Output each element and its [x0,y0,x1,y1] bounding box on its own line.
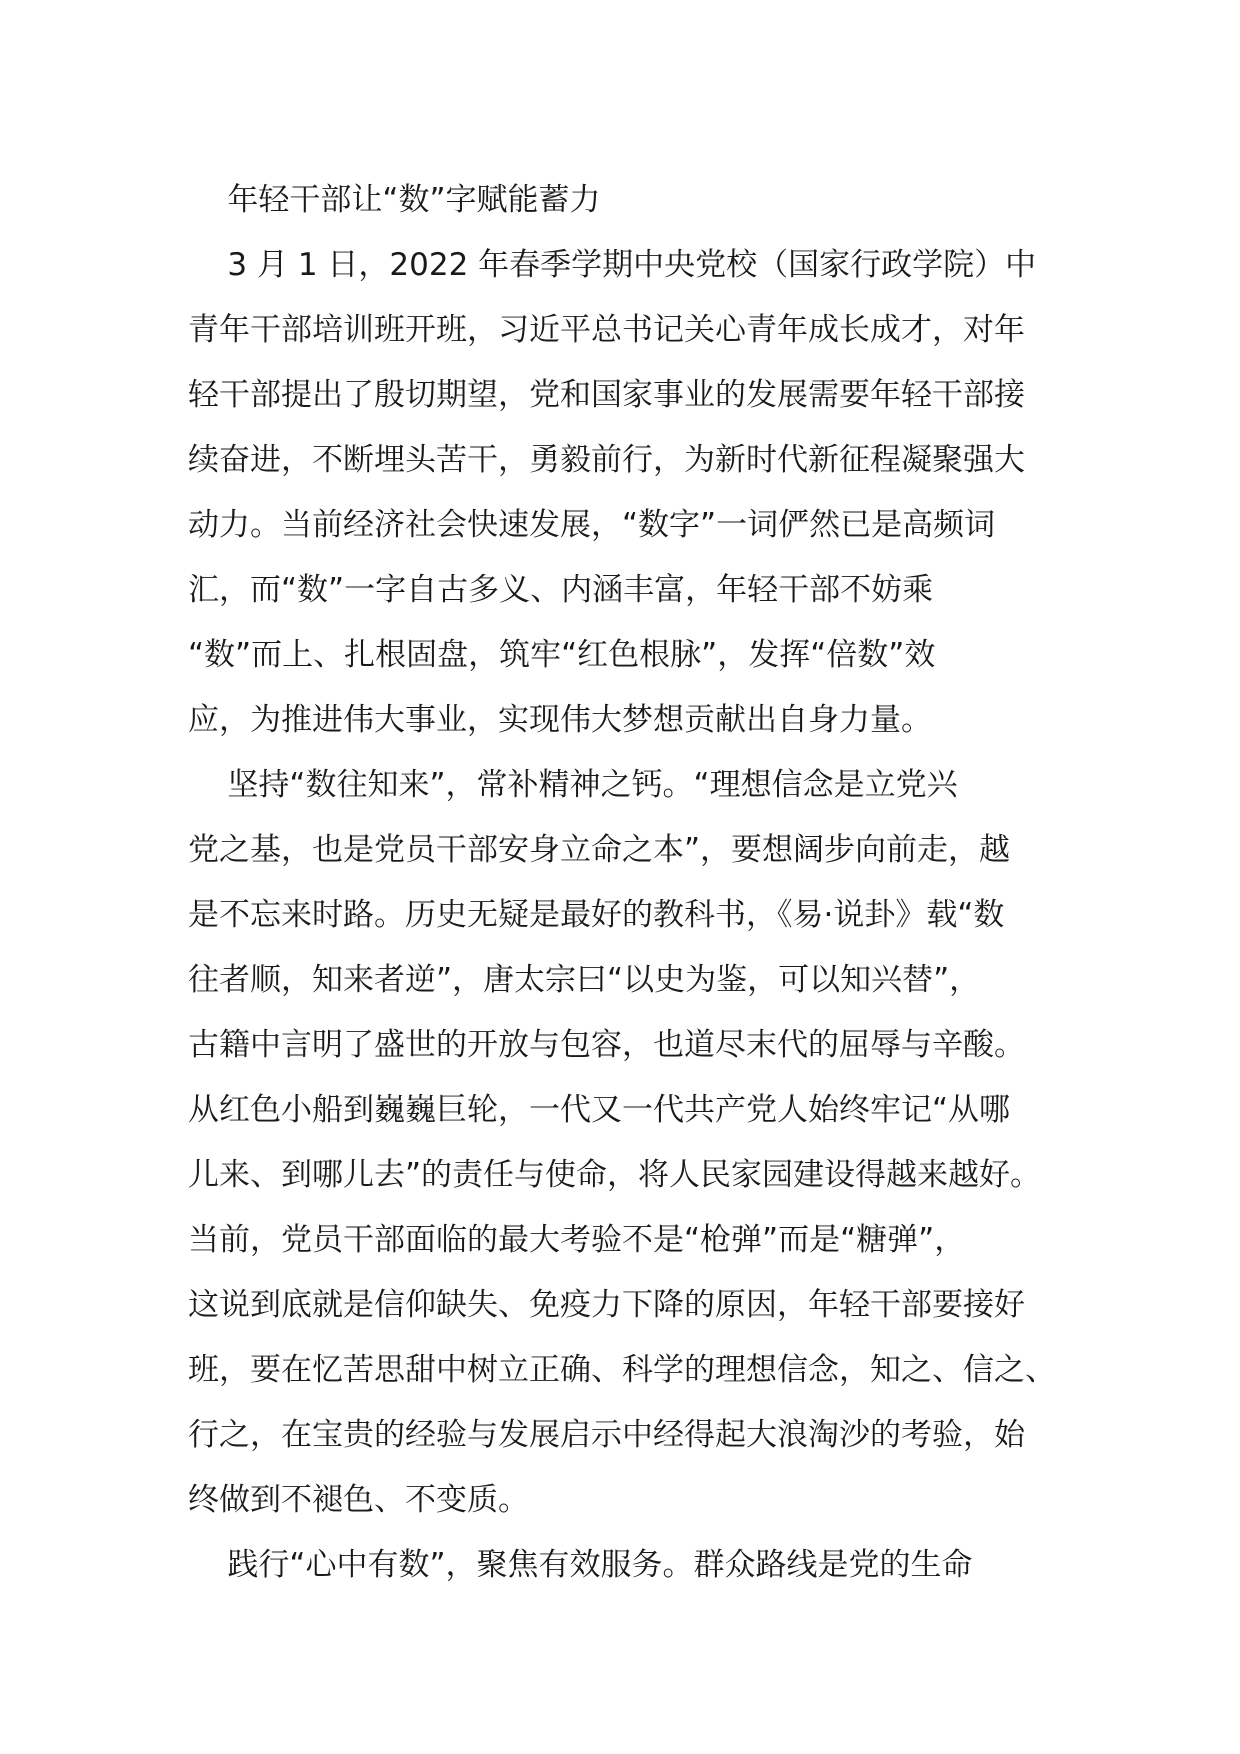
text-line: 终做到不褪色、不变质。 [188,1482,529,1518]
text-line: 践行“心中有数”，聚焦有效服务。群众路线是党的生命 [188,1547,973,1583]
text-line: 动力。当前经济社会快速发展，“数字”一词俨然已是高频词 [188,507,996,543]
text-line: 是不忘来时路。历史无疑是最好的教科书，《易·说卦》载“数 [188,897,1005,933]
text-line: 3 月 1 日，2022 年春季学期中央党校（国家行政学院）中 [188,247,1037,283]
text-line: 行之，在宝贵的经验与发展启示中经得起大浪淘沙的考验，始 [188,1417,1025,1453]
article-title: 年轻干部让“数”字赋能蓄力 [188,182,601,218]
text-line: “数”而上、扎根固盘，筑牢“红色根脉”，发挥“倍数”效 [188,637,936,673]
text-line: 从红色小船到巍巍巨轮，一代又一代共产党人始终牢记“从哪 [188,1092,1011,1128]
text-line: 轻干部提出了殷切期望，党和国家事业的发展需要年轻干部接 [188,377,1025,413]
text-line: 汇，而“数”一字自古多义、内涵丰富，年轻干部不妨乘 [188,572,934,608]
text-line: 当前，党员干部面临的最大考验不是“枪弹”而是“糖弹”， [188,1222,966,1258]
text-line: 往者顺，知来者逆”，唐太宗曰“以史为鉴，可以知兴替”， [188,962,981,998]
text-line: 续奋进，不断埋头苦干，勇毅前行，为新时代新征程凝聚强大 [188,442,1025,478]
text-line: 党之基，也是党员干部安身立命之本”，要想阔步向前走，越 [188,832,1011,868]
text-line: 青年干部培训班开班，习近平总书记关心青年成长成才，对年 [188,312,1025,348]
text-line: 这说到底就是信仰缺失、免疫力下降的原因，年轻干部要接好 [188,1287,1025,1323]
article-body [188,168,1068,1598]
text-line: 儿来、到哪儿去”的责任与使命，将人民家园建设得越来越好。 [188,1157,1042,1193]
text-line: 班，要在忆苦思甜中树立正确、科学的理想信念，知之、信之、 [188,1352,1056,1388]
text-line: 坚持“数往知来”，常补精神之钙。“理想信念是立党兴 [188,767,958,803]
text-line: 古籍中言明了盛世的开放与包容，也道尽末代的屈辱与辛酸。 [188,1027,1025,1063]
text-line: 应，为推进伟大事业，实现伟大梦想贡献出自身力量。 [188,702,932,738]
